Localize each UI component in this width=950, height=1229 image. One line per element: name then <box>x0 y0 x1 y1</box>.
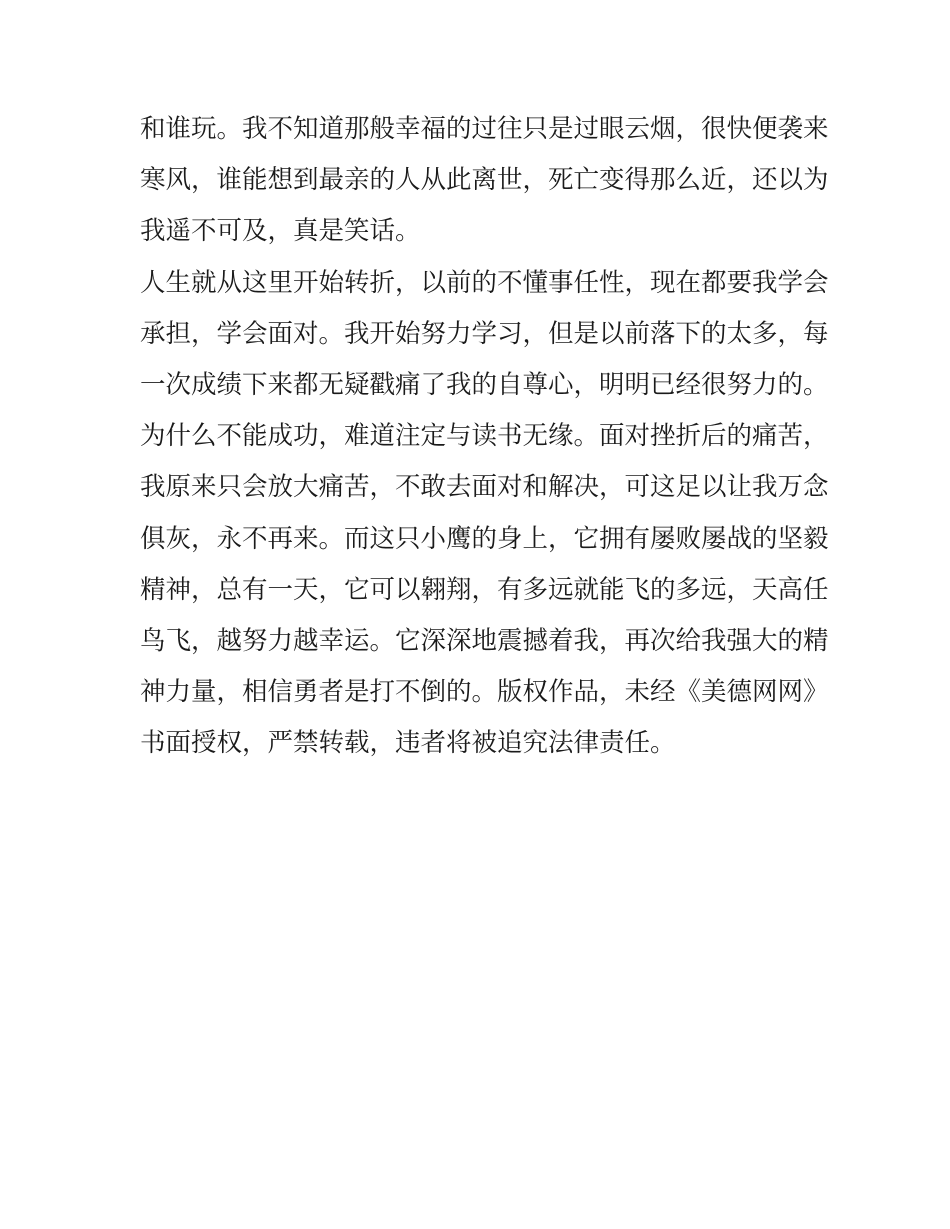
body-text <box>140 104 829 769</box>
text-line: 俱灰，永不再来。而这只小鹰的身上，它拥有屡败屡战的坚毅 <box>140 523 829 554</box>
text-line: 寒风，谁能想到最亲的人从此离世，死亡变得那么近，还以为 <box>140 165 829 196</box>
text-line: 我原来只会放大痛苦，不敢去面对和解决，可这足以让我万念 <box>140 472 829 503</box>
text-line: 书面授权，严禁转载，违者将被追究法律责任。 <box>140 728 676 759</box>
text-line: 为什么不能成功，难道注定与读书无缘。面对挫折后的痛苦， <box>140 421 829 452</box>
text-line: 人生就从这里开始转折，以前的不懂事任性，现在都要我学会 <box>140 267 829 298</box>
text-line: 一次成绩下来都无疑戳痛了我的自尊心，明明已经很努力的。 <box>140 369 829 400</box>
text-line: 精神，总有一天，它可以翱翔，有多远就能飞的多远，天高任 <box>140 574 829 605</box>
text-line: 神力量，相信勇者是打不倒的。版权作品，未经《美德网网》 <box>140 677 829 708</box>
text-line: 鸟飞，越努力越幸运。它深深地震撼着我，再次给我强大的精 <box>140 625 829 656</box>
text-line: 承担，学会面对。我开始努力学习，但是以前落下的太多，每 <box>140 318 829 349</box>
text-line: 我遥不可及，真是笑话。 <box>140 216 421 247</box>
text-line: 和谁玩。我不知道那般幸福的过往只是过眼云烟，很快便袭来 <box>140 114 829 144</box>
